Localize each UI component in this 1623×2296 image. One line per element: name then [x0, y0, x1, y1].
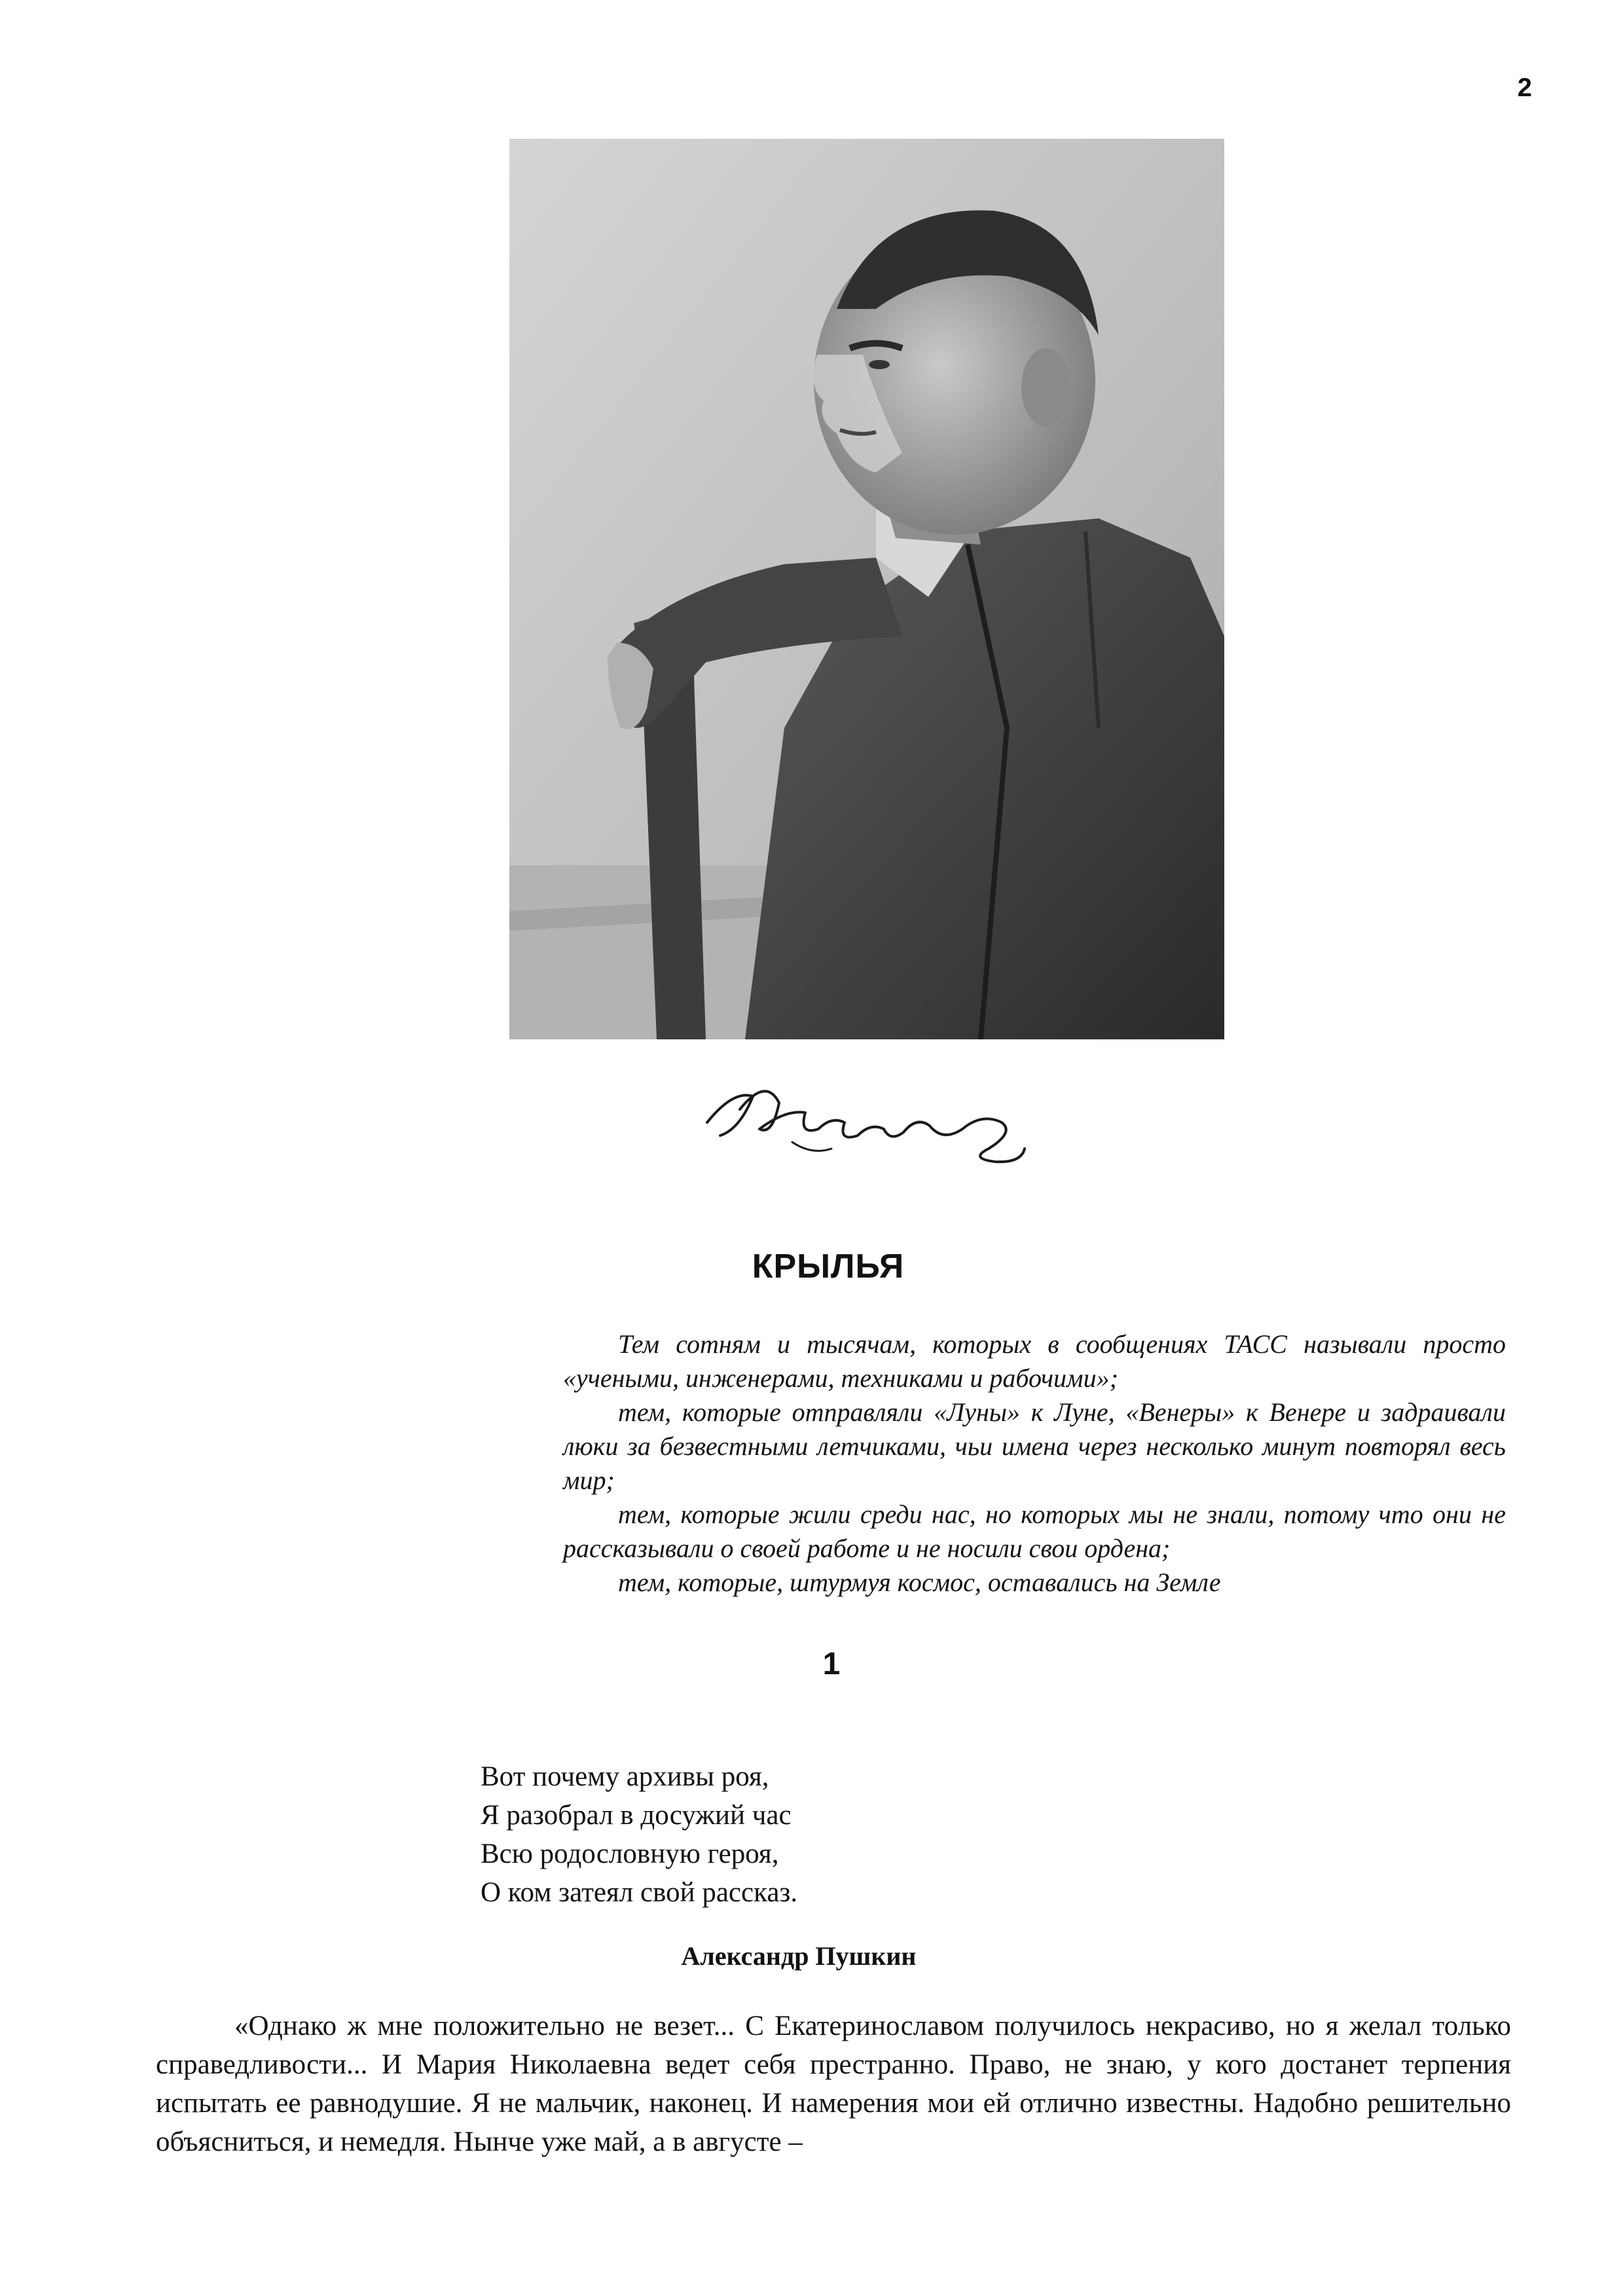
dedication-paragraph: тем, которые, штурмуя космос, оставались на Земле [618, 1568, 1221, 1597]
body-paragraph: «Однако ж мне положительно не везет... С Екатеринославом получилось некрасиво, но я желал только справедливости... И Мария Николаевна ведет себя престранно. Право, не знаю, у кого достанет терпения испытать ее равнодушие. Я не мальчик, наконец. И намерения мои ей отлично известны. Надобно решительно объясниться, и немедля. Нынче уже май, а в августе – [156, 2011, 1511, 2157]
body-text [156, 2007, 1511, 2161]
epigraph-line: Всю родословную героя, [481, 1839, 779, 1869]
portrait-illustration [509, 139, 1224, 1039]
section-number: 1 [822, 1647, 841, 1681]
portrait-photo [509, 139, 1224, 1039]
page-number: 2 [1517, 73, 1532, 102]
chapter-title: КРЫЛЬЯ [752, 1247, 905, 1285]
dedication-paragraph: Тем сотням и тысячам, которых в сообщениях ТАСС называли просто «учеными, инженерами, техниками и рабочими»; [563, 1329, 1506, 1393]
epigraph [481, 1757, 1070, 1912]
dedication-paragraph: тем, которые жили среди нас, но которых мы не знали, потому что они не рассказывали о своей работе и не носили свои ордена; [563, 1499, 1506, 1563]
author-signature [694, 1050, 1034, 1181]
epigraph-line: Вот почему архивы роя, [481, 1761, 769, 1792]
epigraph-line: О ком затеял свой рассказ. [481, 1877, 798, 1908]
signature-illustration [694, 1050, 1034, 1181]
dedication [563, 1327, 1506, 1600]
epigraph-author: Александр Пушкин [681, 1941, 917, 1971]
dedication-paragraph: тем, которые отправляли «Луны» к Луне, «Венеры» к Венере и задраивали люки за безвестными летчиками, чьи имена через несколько минут повторял весь мир; [563, 1397, 1506, 1495]
epigraph-line: Я разобрал в досужий час [481, 1800, 792, 1831]
